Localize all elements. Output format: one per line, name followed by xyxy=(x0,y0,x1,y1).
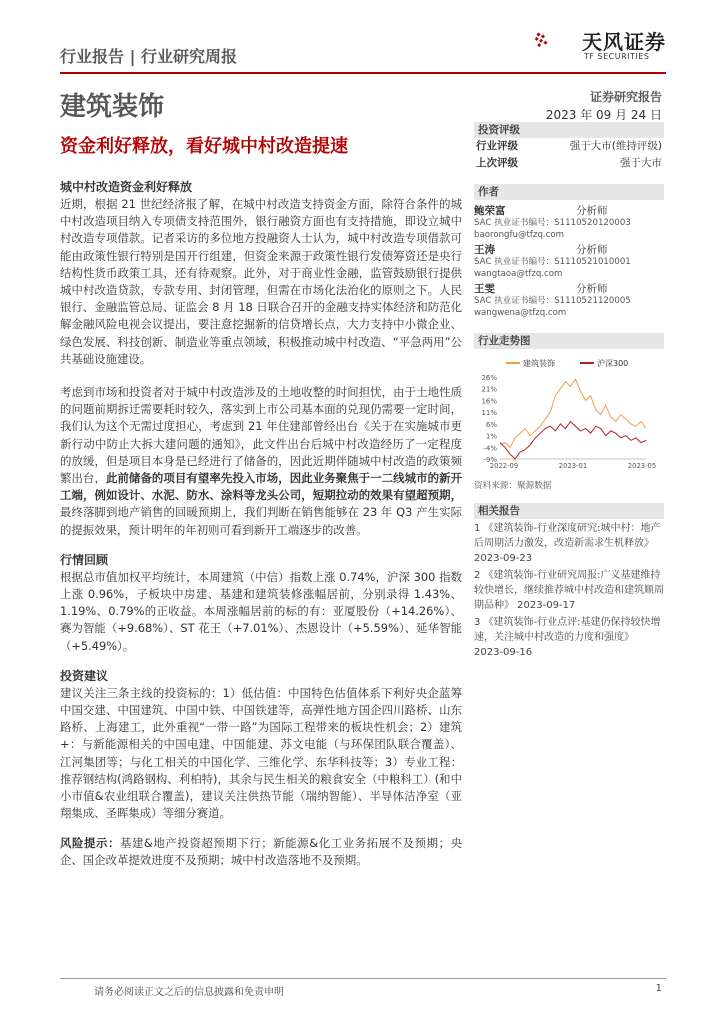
related-report[interactable]: 3 《建筑装饰-行业点评:基建仍保持较快增速，关注城中村改造的力度和强度》 2023-09-16 xyxy=(474,617,661,658)
rating-row xyxy=(474,155,664,172)
risk-warning xyxy=(60,835,462,869)
rating-value: 强于大市 xyxy=(620,157,662,169)
section-heading: 行情回顾 xyxy=(60,552,109,567)
author-cert: SAC 执业证书编号：S1110521010001 xyxy=(474,257,631,267)
author-name: 王雯 xyxy=(474,283,495,295)
series-line-1 xyxy=(500,422,646,460)
paragraph: 根据总市值加权平均统计，本周建筑（中信）指数上涨 0.74%，沪深 300 指数上涨 0.96%，子板块中房建、基建和建筑装修涨幅居前，分别录得 1.43%、1.19%、0.79%的正收益。本周涨幅居前的标的有：亚厦股份（+14.26%）、赛为智能（+9.68%）、ST 花王（+7.01%）、杰恩设计（+5.59%）、延华智能（+5.49%）。 xyxy=(60,569,462,653)
risk-text: 基建&地产投资超预期下行；新能源&化工业务拓展不及预期；央企、国企改革提效进度不及预期；城中村改造落地不及预期。 xyxy=(60,835,462,867)
author-entry xyxy=(474,283,664,319)
y-tick-label: -4% xyxy=(483,444,497,453)
author-cert: SAC 执业证书编号：S1110521120005 xyxy=(474,296,631,306)
rating-row xyxy=(474,138,664,155)
trend-chart xyxy=(474,355,664,511)
x-tick-label: 2022-09 xyxy=(489,462,519,470)
author-name: 王涛 xyxy=(474,244,495,256)
paragraph-bold-text: 此前储备的项目有望率先投入市场，因此业务聚焦于一二线城市的新开工端，例如设计、水泥、防水、涂料等龙头公司，短期拉动的效果有望超预期， xyxy=(60,471,462,503)
paragraph-text: 考虑到市场和投资者对于城中村改造涉及的土地收整的时间担忧，由于土地性质的问题前期拆迁需要耗时较久，落实到上市公司基本面的兑现仍需要一定时间，我们认为这个无需过度担心，考虑到 21 年住建部曾经出台《关于在实施城市更新行动中防止大拆大建问题的通知》，此文件出台后城中村改造经历了一定程度的放缓，但是项目本身是已经进行了储备的，因此近期伴随城中村改造的政策频繁出台， xyxy=(60,385,462,486)
logo-text: 天风证券 xyxy=(582,30,666,54)
legend-label: 沪深300 xyxy=(597,359,629,368)
legend-label: 建筑装饰 xyxy=(523,359,555,368)
paragraph xyxy=(60,384,462,539)
related-title: 相关报告 xyxy=(474,503,664,519)
risk-label: 风险提示： xyxy=(60,835,120,850)
author-email[interactable]: wangwena@tfzq.com xyxy=(474,307,567,318)
company-logo-icon xyxy=(534,16,578,64)
author-title: 作者 xyxy=(474,184,664,200)
rating-title: 投资评级 xyxy=(474,122,664,138)
logo-text-en: TF SECURITIES xyxy=(584,52,650,61)
section-heading: 城中村改造资金利好释放 xyxy=(60,180,193,194)
author-role: 分析师 xyxy=(576,244,608,256)
sidebar xyxy=(474,122,664,660)
series-line-0 xyxy=(500,379,646,447)
header-rule xyxy=(60,72,666,74)
section-heading: 投资建议 xyxy=(60,668,109,683)
author-name: 鲍荣富 xyxy=(474,205,506,217)
main-title: 资金利好释放，看好城中村改造提速 xyxy=(60,136,348,157)
rating-key: 上次评级 xyxy=(476,157,518,169)
y-tick-label: 16% xyxy=(481,397,497,406)
paragraph: 建议关注三条主线的投资标的：1）低估值：中国特色估值体系下利好央企蓝筹中国交建、中国建筑、中国中铁、中国铁建等，高弹性地方国企四川路桥、山东路桥、上海建工，此外重视“一带一路”为国际工程带来的板块性机会；2）建筑+：与新能源相关的中国电建、中国能建、苏文电能（与环保团队联合覆盖）、江河集团等；与化工相关的中国化学、三维化学、东华科技等；3）专业工程：推荐钢结构(鸿路钢构、利柏特)，其余与民生相关的粮食安全（中粮科工）(和中小市值&农业组联合覆盖)，建议关注供热节能（瑞纳智能）、半导体洁净室（亚翔集成、圣晖集成）等细分赛道。 xyxy=(60,685,462,821)
trend-chart-svg xyxy=(474,355,664,477)
y-tick-label: 11% xyxy=(481,409,497,418)
industry-title: 建筑装饰 xyxy=(60,92,165,122)
paragraph-text: 最终落脚到地产销售的回暖预期上，我们判断在销售能够在 23 年 Q3 产生实际的提振效果，预计明年的年初则可看到新开工端逐步的改善。 xyxy=(60,505,462,537)
report-date: 2023 年 09 月 24 日 xyxy=(545,108,662,122)
y-tick-label: -9% xyxy=(483,456,497,464)
y-tick-label: 6% xyxy=(485,420,497,429)
footer-rule xyxy=(60,978,666,979)
report-type: 行业报告 | 行业研究周报 xyxy=(60,47,237,66)
trend-title: 行业走势图 xyxy=(474,333,664,349)
y-tick-label: 1% xyxy=(485,432,497,441)
author-email[interactable]: baorongfu@tfzq.com xyxy=(474,229,564,240)
author-entry xyxy=(474,244,664,280)
page-number: 1 xyxy=(655,983,662,994)
y-tick-label: 26% xyxy=(481,374,497,382)
x-tick-label: 2023-05 xyxy=(627,462,657,470)
author-role: 分析师 xyxy=(576,205,608,217)
report-body xyxy=(60,178,462,869)
author-cert: SAC 执业证书编号：S1110520120003 xyxy=(474,218,631,228)
author-entry xyxy=(474,205,664,241)
related-report[interactable]: 1 《建筑装饰-行业深度研究:城中村：地产后周期活力激发，改造新需求生机释放》 2023-09-23 xyxy=(474,523,661,564)
rating-key: 行业评级 xyxy=(476,140,518,152)
disclaimer[interactable]: 请务必阅读正文之后的信息披露和免责申明 xyxy=(94,987,284,998)
author-email[interactable]: wangtaoa@tfzq.com xyxy=(474,268,563,279)
author-role: 分析师 xyxy=(576,283,608,295)
x-tick-label: 2023-01 xyxy=(558,462,588,470)
chart-source: 资料来源：聚源数据 xyxy=(474,481,552,491)
related-report[interactable]: 2 《建筑装饰-行业研究周报:广义基建维持较快增长，继续推荐城中村改造和建筑顺周期品种》 2023-09-17 xyxy=(474,570,664,611)
paragraph: 近期，根据 21 世纪经济报了解，在城中村改造支持资金方面，除符合条件的城中村改造项目纳入专项债支持范围外，银行融资方面也有支持措施，即设立城中村改造专项借款。记者采访的多位地方投融资人士认为，城中村改造专项借款可能由政策性银行特别是国开行组建，但资金来源于政策性银行发债筹资还是央行结构性货币政策工具，还有待观察。此外，对于商业性金融，监管鼓励银行提供城中村改造贷款，专款专用、封闭管理，但需在市场化法治化的原则之下。人民银行、金融监管总局、证监会 8 月 18 日联合召开的金融支持实体经济和防范化解金融风险电视会议提出，要注意挖掘新的信贷增长点，大力支持中小微企业、绿色发展、科技创新、制造业等重点领域，积极推动城中村改造、“平急两用”公共基础设施建设。 xyxy=(60,197,462,366)
report-kind: 证券研究报告 xyxy=(589,90,662,104)
y-tick-label: 21% xyxy=(481,385,497,394)
rating-value: 强于大市(维持评级) xyxy=(569,140,662,152)
